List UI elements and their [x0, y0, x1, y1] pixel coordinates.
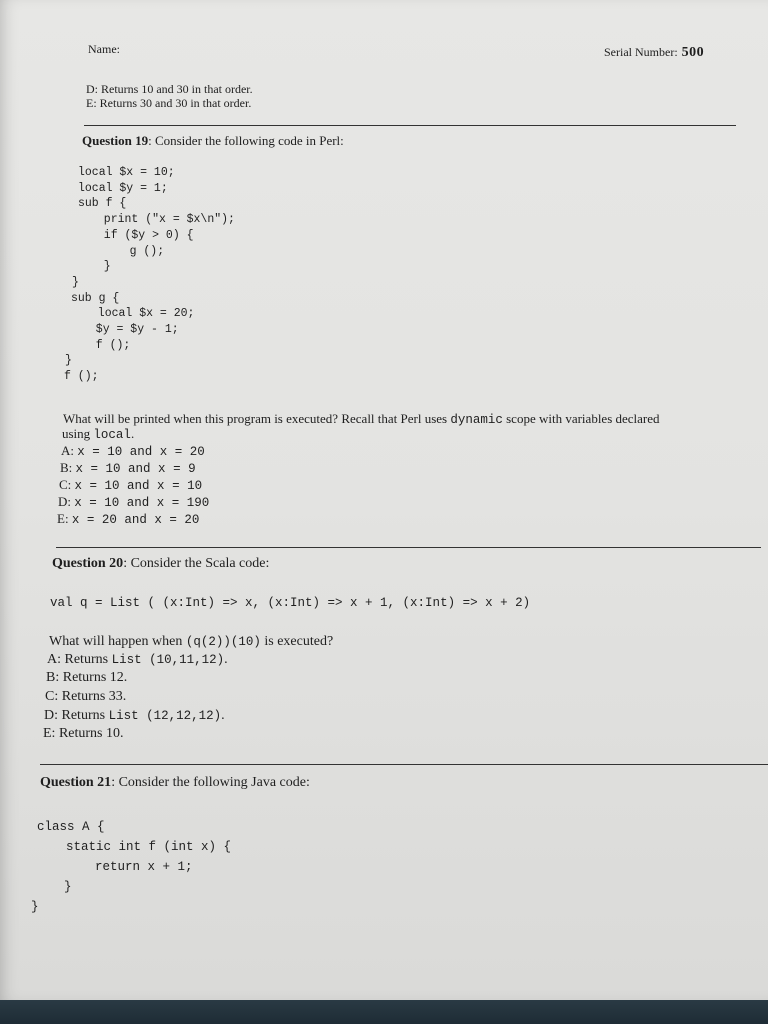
desk-background: [0, 1000, 768, 1024]
choice-text: Returns 30 and 30 in that order.: [99, 96, 252, 110]
code-line: sub g {: [71, 291, 120, 305]
choice-letter: E:: [86, 96, 97, 110]
code-line: class A {: [37, 820, 105, 834]
perl-code-block: [64, 165, 235, 385]
q19-choice-d: [58, 494, 209, 510]
java-code-block: [31, 817, 232, 917]
prompt-code: local: [93, 428, 131, 442]
prompt-text: is executed?: [260, 634, 334, 649]
choice-text: Returns: [61, 708, 109, 723]
q20-choice-d: [44, 708, 225, 724]
question-label: Question 20: [52, 556, 124, 571]
choice-code: List (10,11,12): [111, 653, 225, 667]
choice-letter: B:: [46, 670, 60, 685]
code-line: $y = $y - 1;: [82, 323, 179, 337]
code-line: local $y = 1;: [78, 181, 168, 195]
choice-text: Returns 10.: [58, 726, 124, 741]
choice-code: List (12,12,12): [108, 709, 222, 723]
code-line: }: [90, 260, 111, 274]
q20-choice-e: [43, 726, 124, 742]
prev-choice-e: [86, 96, 251, 111]
choice-text: x = 10 and x = 190: [74, 496, 210, 510]
q20-choice-b: [46, 670, 127, 686]
choice-letter: C:: [59, 477, 72, 492]
code-line: local $x = 20;: [84, 307, 195, 321]
choice-letter: B:: [60, 460, 73, 475]
choice-text: x = 20 and x = 20: [71, 513, 200, 527]
q19-choice-b: [60, 460, 196, 476]
choice-text: Returns 33.: [61, 689, 127, 704]
q19-choice-e: [57, 511, 199, 527]
scala-code-line: val q = List ( (x:Int) => x, (x:Int) => x + 1, (x:Int) => x + 2): [50, 596, 531, 610]
question-intro: : Consider the following Java code:: [111, 775, 310, 790]
prev-choice-d: [86, 82, 253, 97]
code-line: f ();: [64, 370, 99, 384]
question-intro: : Consider the following code in Perl:: [148, 133, 344, 148]
question-21-heading: [40, 775, 310, 791]
serial-number: [604, 43, 704, 61]
code-line: g ();: [102, 244, 165, 258]
choice-text: x = 10 and x = 20: [77, 445, 205, 459]
code-line: }: [65, 354, 72, 368]
choice-letter: E:: [57, 511, 69, 526]
prompt-text: scope with variables declared: [502, 411, 660, 426]
prompt-text: What will happen when: [49, 634, 186, 649]
code-line: if ($y > 0) {: [90, 228, 194, 242]
prompt-text: using: [62, 426, 94, 441]
code-line: local $x = 10;: [78, 166, 175, 179]
choice-text: Returns: [64, 652, 112, 667]
choice-letter: D:: [86, 82, 98, 96]
code-line: print ("x = $x\n");: [90, 213, 235, 227]
choice-letter: E:: [43, 726, 56, 741]
question-intro: : Consider the Scala code:: [123, 556, 270, 571]
choice-letter: D:: [44, 708, 58, 723]
choice-text: Returns 12.: [62, 670, 128, 685]
code-line: }: [31, 900, 39, 914]
choice-text: x = 10 and x = 9: [75, 462, 196, 476]
choice-letter: C:: [45, 689, 59, 704]
divider: [56, 547, 761, 548]
serial-label: Serial Number:: [604, 45, 678, 59]
question-label: Question 19: [82, 133, 149, 148]
choice-letter: A:: [61, 443, 74, 458]
choice-text: .: [224, 652, 228, 667]
choice-text: Returns 10 and 30 in that order.: [101, 82, 253, 96]
divider: [84, 125, 736, 126]
q20-choice-c: [45, 689, 126, 705]
question-label: Question 21: [40, 775, 112, 790]
question-19-prompt-line2: [62, 426, 134, 442]
question-19-heading: [82, 133, 344, 149]
q19-choice-c: [59, 477, 202, 493]
choice-text: x = 10 and x = 10: [74, 479, 203, 493]
question-20-heading: [52, 556, 269, 572]
question-20-prompt: [49, 634, 333, 650]
code-line: return x + 1;: [65, 860, 193, 874]
question-19-prompt-line1: [63, 411, 660, 427]
q20-choice-a: [47, 652, 228, 668]
code-line: sub f {: [78, 197, 127, 211]
choice-text: .: [221, 708, 225, 723]
choice-letter: A:: [47, 652, 61, 667]
serial-value: 500: [681, 45, 705, 60]
code-line: f ();: [82, 338, 131, 352]
prompt-text: .: [130, 426, 135, 441]
choice-letter: D:: [58, 494, 71, 509]
code-line: static int f (int x) {: [51, 840, 232, 854]
q19-choice-a: [61, 443, 205, 459]
code-line: }: [72, 275, 79, 289]
prompt-text: What will be printed when this program is executed? Recall that Perl uses: [63, 411, 451, 426]
code-line: }: [49, 880, 72, 894]
divider: [40, 764, 768, 765]
prompt-code: dynamic: [450, 413, 503, 427]
name-label: Name:: [88, 42, 120, 56]
prompt-code: (q(2))(10): [185, 635, 261, 649]
